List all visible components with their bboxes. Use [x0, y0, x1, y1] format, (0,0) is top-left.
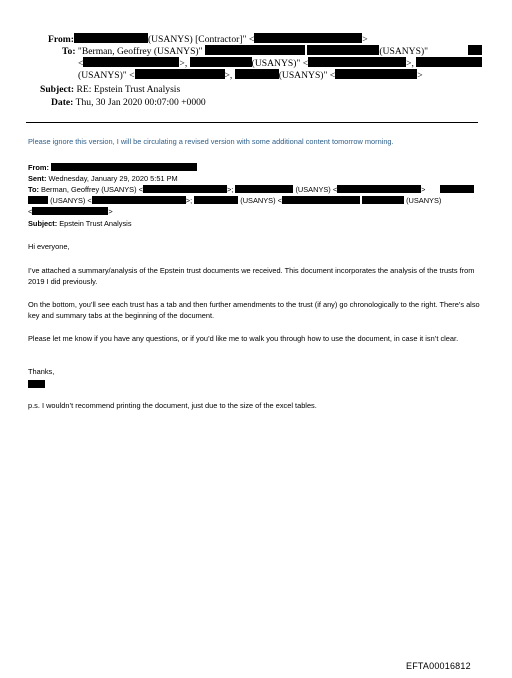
inner-to-row-3 [28, 207, 113, 216]
inner-to-line1-a: Berman, Geoffrey (USANYS) < [41, 185, 143, 194]
inner-to-line3-a: < [28, 207, 33, 216]
outer-date-row [51, 97, 206, 108]
outer-from-text: (USANYS) [Contractor]" < [147, 34, 255, 45]
redaction-block [194, 196, 238, 204]
outer-to-line2-c: (USANYS)" < [251, 58, 309, 69]
inner-from-row [28, 163, 197, 172]
redaction-block [143, 185, 227, 193]
inner-from-label: From: [28, 163, 49, 172]
redaction-block [83, 57, 179, 67]
redaction-block [92, 196, 186, 204]
outer-to-line1-b: (USANYS)" [379, 46, 429, 57]
redaction-block [362, 196, 404, 204]
bates-number: EFTA00016812 [406, 661, 471, 671]
body-postscript: p.s. I wouldn’t recommend printing the document, just due to the size of the excel tables. [28, 401, 317, 410]
redaction-block [337, 185, 421, 193]
redaction-block [32, 207, 108, 215]
inner-to-line2-d: (USANYS) [406, 196, 442, 205]
inner-to-line2-b: >; [185, 196, 193, 205]
redaction-block [74, 33, 148, 43]
outer-from-tail: > [362, 34, 368, 45]
outer-subject-label: Subject: [40, 84, 75, 95]
redaction-block [135, 69, 225, 79]
outer-from-label: From: [48, 34, 74, 45]
redaction-block [28, 196, 48, 204]
inner-to-line2-c: (USANYS) < [240, 196, 282, 205]
inner-subject-text: Epstein Trust Analysis [59, 219, 132, 228]
outer-to-line1-a: "Berman, Geoffrey (USANYS)" [77, 46, 203, 57]
body-paragraph-3: Please let me know if you have any questions, or if you’d like me to walk you through how to use the document, in case it isn’t clear. [28, 334, 459, 343]
redaction-block [235, 185, 293, 193]
redaction-block [468, 45, 482, 55]
redaction-block [282, 196, 360, 204]
redaction-block [308, 57, 406, 67]
redaction-block [335, 69, 417, 79]
outer-to-line3-c: (USANYS)" < [278, 70, 336, 81]
outer-to-label: To: [62, 46, 76, 57]
inner-to-row-2 [28, 196, 441, 205]
redaction-block [235, 69, 279, 79]
inner-sent-text: Wednesday, January 29, 2020 5:51 PM [48, 174, 178, 183]
outer-subject-text: RE: Epstein Trust Analysis [76, 84, 181, 95]
redaction-block [51, 163, 197, 171]
redaction-block [190, 57, 252, 67]
outer-date-text: Thu, 30 Jan 2020 00:07:00 +0000 [75, 97, 206, 108]
inner-subject-label: Subject: [28, 219, 58, 228]
inner-to-label: To: [28, 185, 39, 194]
redaction-block [440, 185, 474, 193]
outer-to-line3-d: > [417, 70, 423, 81]
redaction-block [416, 57, 482, 67]
outer-date-label: Date: [51, 97, 74, 108]
body-paragraph-1: I’ve attached a summary/analysis of the Epstein trust documents we received. This document incorporates the analysis of the trusts from 2019 I did previously. [28, 266, 475, 286]
outer-to-line2-a: < [78, 58, 84, 69]
outer-subject-row [40, 84, 180, 95]
outer-to-row-3 [78, 69, 423, 81]
outer-to-row-2 [78, 57, 414, 69]
redaction-block [28, 380, 45, 388]
redaction-block [307, 45, 379, 55]
inner-to-line1-b: >; [226, 185, 234, 194]
outer-to-line2-b: >, [179, 58, 188, 69]
body-paragraph-2: On the bottom, you’ll see each trust has a tab and then further amendments to the trust (if any) go chronologically to the right. There’s also key and summary tabs at the beginning of the document. [28, 300, 480, 320]
outer-to-line2-d: >, [406, 58, 414, 69]
outer-from-row [48, 33, 368, 45]
header-divider [26, 122, 478, 123]
inner-to-line1-c: (USANYS) < [295, 185, 338, 194]
inner-to-line3-b: > [108, 207, 113, 216]
outer-to-line3-b: >, [224, 70, 233, 81]
inner-subject-row [28, 219, 132, 228]
body-greeting: Hi everyone, [28, 242, 70, 251]
body-signoff: Thanks, [28, 367, 55, 376]
inner-to-row-1 [28, 185, 425, 194]
inner-sent-label: Sent: [28, 174, 47, 183]
inner-to-line1-d: > [421, 185, 426, 194]
outer-to-row-1 [62, 45, 428, 57]
inner-sent-row [28, 174, 178, 183]
revision-notice: Please ignore this version, I will be circulating a revised version with some additional content tomorrow morning. [28, 137, 394, 146]
redaction-block [254, 33, 362, 43]
redaction-block [205, 45, 305, 55]
outer-to-line3-a: (USANYS)" < [78, 70, 135, 81]
inner-to-line2-a: (USANYS) < [50, 196, 92, 205]
